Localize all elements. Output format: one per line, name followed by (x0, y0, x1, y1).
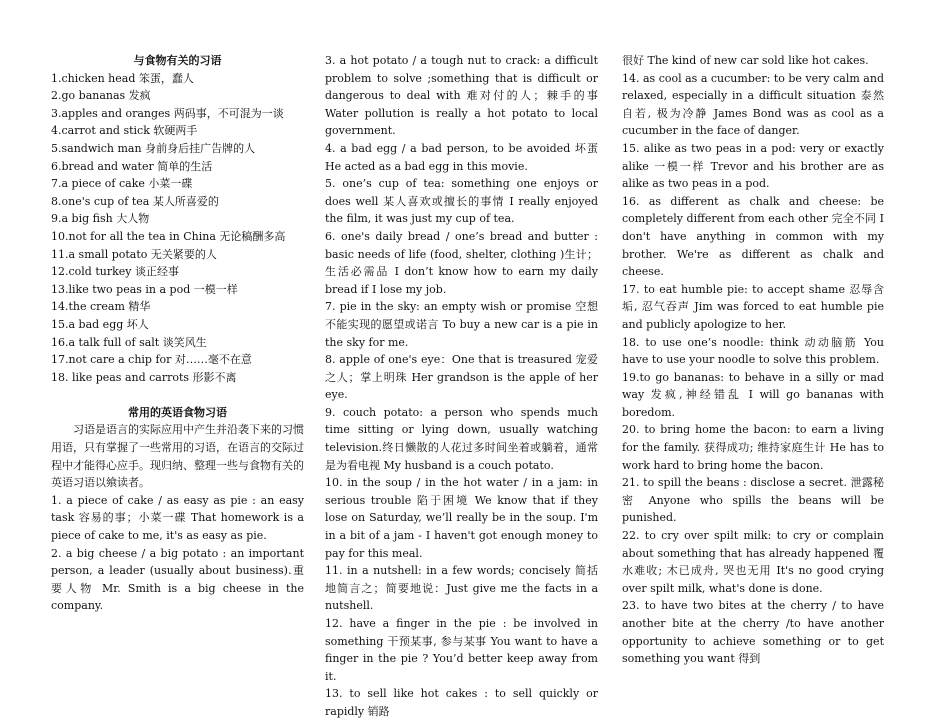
entry-paragraph: 9. couch potato: a person who spends much time sitting or lying down, usually watching television.终日懒散的人花过多时间坐着或躺着，通常是为看电视 My husband is a couch potato. (325, 405, 598, 472)
entry-paragraph: 16. as different as chalk and cheese: be completely different from each other 完全不同 I don't have anything in common with my brother. We're as different as chalk and cheese. (622, 194, 884, 279)
column-1 (51, 52, 304, 615)
intro-paragraph: 习语是语言的实际应用中产生并沿袭下来的习惯用语，只有掌握了一些常用的习语，在语言的交际过程中才能得心应手。现归纳、整理一些与食物有关的英语习语以飨读者。 (51, 423, 304, 490)
entry-paragraph: 14. as cool as a cucumber: to be very calm and relaxed, especially in a difficult situation 泰然自若, 极为冷静 James Bond was as cool as a cucumber in the face of danger. (622, 71, 884, 138)
idiom-item: 5.sandwich man 身前身后挂广告牌的人 (51, 141, 256, 155)
entry-paragraph: 2. a big cheese / a big potato : an important person, a leader (usually about business).重要人物 Mr. Smith is a big cheese in the company. (51, 546, 304, 613)
entry-paragraph: 5. one’s cup of tea: something one enjoys or does well 某人喜欢或擅长的事情 I really enjoyed the film, it was just my cup of tea. (325, 177, 598, 226)
entry-paragraph: 很好 The kind of new car sold like hot cakes. (622, 54, 869, 67)
entry-paragraph: 1. a piece of cake / as easy as pie : an easy task 容易的事；小菜一碟 That homework is a piece of cake to me, it's as easy as pie. (51, 493, 304, 543)
entry-paragraph: 17. to eat humble pie: to accept shame 忍辱含垢, 忍气吞声 Jim was forced to eat humble pie and publicly apologize to her. (622, 282, 884, 331)
entry-paragraph: 15. alike as two peas in a pod: very or exactly alike 一模一样 Trevor and his brother are as alike as two peas in a pod. (622, 141, 884, 191)
idiom-item: 2.go bananas 发疯 (51, 89, 151, 103)
idiom-item: 7.a piece of cake 小菜一碟 (51, 177, 193, 191)
column-3 (622, 52, 884, 668)
entry-paragraph: 22. to cry over spilt milk: to cry or complain about something that has already happened 覆水难收; 木已成舟, 哭也无用 It's no good crying over spilt milk, what's done is done. (622, 529, 884, 595)
idiom-item: 8.one's cup of tea 某人所喜爱的 (51, 194, 219, 208)
idiom-item: 14.the cream 精华 (51, 300, 151, 314)
entry-paragraph: 13. to sell like hot cakes : to sell quickly or rapidly 销路 (325, 687, 598, 718)
entry-paragraph: 3. a hot potato / a tough nut to crack: a difficult problem to solve ;something that is difficult or dangerous to deal with 难对付的人；棘手的事 Water pollution is really a hot potato to local government. (325, 54, 598, 138)
entry-paragraph: 23. to have two bites at the cherry / to have another bite at the cherry /to have another opportunity to achieve something or to get something you want 得到 (622, 599, 884, 666)
idiom-item: 4.carrot and stick 软硬两手 (51, 124, 198, 138)
section-title-common-food-idioms: 常用的英语食物习语 (128, 405, 227, 419)
spacer (51, 386, 304, 404)
idiom-item: 6.bread and water 简单的生活 (51, 159, 213, 173)
idiom-item: 12.cold turkey 谈正经事 (51, 265, 179, 279)
idiom-item: 16.a talk full of salt 谈笑风生 (51, 335, 207, 349)
entry-paragraph: 6. one's daily bread / one’s bread and butter : basic needs of life (food, shelter, clothing )生计；生活必需品 I don’t know how to earn my daily bread if I lose my job. (325, 229, 598, 296)
idiom-item: 18. like peas and carrots 形影不离 (51, 370, 237, 384)
entry-paragraph: 4. a bad egg / a bad person, to be avoided 坏蛋 He acted as a bad egg in this movie. (325, 141, 598, 173)
idiom-item: 11.a small potato 无关紧要的人 (51, 247, 217, 261)
entry-paragraph: 12. have a finger in the pie : be involved in something 干预某事, 参与某事 You want to have a finger in the pie ? You’d better keep away from it. (325, 617, 598, 683)
idiom-item: 15.a bad egg 坏人 (51, 317, 149, 331)
column-2 (325, 52, 598, 721)
entry-paragraph: 11. in a nutshell: in a few words; concisely 简括地简言之；简要地说：Just give me the facts in a nutshell. (325, 564, 598, 613)
entry-paragraph: 10. in the soup / in the hot water / in a jam: in serious trouble 陷于困境 We know that if they lose on Saturday, we’ll really be in the soup. I'm in a bit of a jam - I haven't got enough money to pay for this meal. (325, 476, 598, 560)
idiom-item: 13.like two peas in a pod 一模一样 (51, 282, 238, 296)
entry-paragraph: 21. to spill the beans : disclose a secret. 泄露秘密 Anyone who spills the beans will be punished. (622, 476, 884, 525)
entry-paragraph: 18. to use one’s noodle: think 动动脑筋 You have to use your noodle to solve this problem. (622, 335, 884, 367)
idiom-item: 9.a big fish 大人物 (51, 212, 150, 226)
entry-paragraph: 7. pie in the sky: an empty wish or promise 空想不能实现的愿望或诺言 To buy a new car is a pie in the sky for me. (325, 300, 598, 349)
idiom-item: 3.apples and oranges 两码事，不可混为一谈 (51, 106, 284, 120)
entry-paragraph: 8. apple of one's eye：One that is treasured 宠爱之人；掌上明珠 Her grandson is the apple of her eye. (325, 353, 598, 402)
idiom-item: 1.chicken head 笨蛋，蠢人 (51, 71, 194, 85)
idiom-item: 17.not care a chip for 对……毫不在意 (51, 353, 252, 367)
idiom-list (51, 70, 304, 387)
entry-paragraph: 20. to bring home the bacon: to earn a living for the family. 获得成功; 维持家庭生计 He has to work hard to bring home the bacon. (622, 423, 884, 472)
idiom-item: 10.not for all the tea in China 无论稿酬多高 (51, 229, 286, 243)
section-title-food-idioms: 与食物有关的习语 (133, 54, 222, 67)
entry-paragraph: 19.to go bananas: to behave in a silly or mad way 发疯,神经错乱 I will go bananas with boredom. (622, 370, 884, 419)
